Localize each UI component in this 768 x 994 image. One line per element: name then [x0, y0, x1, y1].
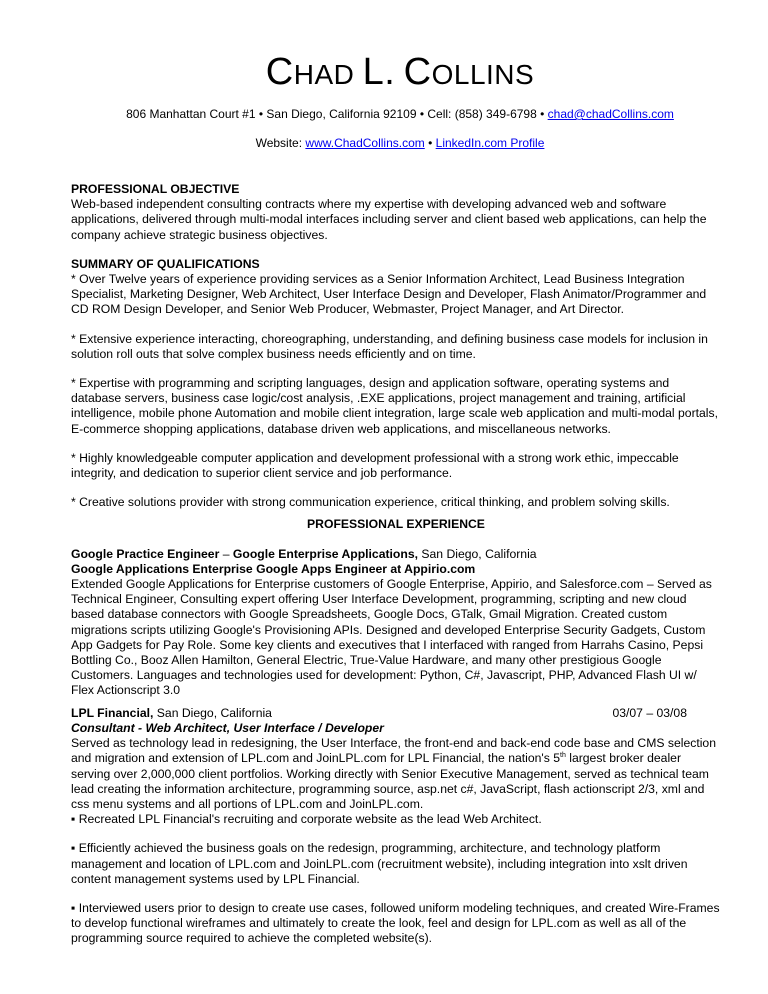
- name-middle: L.: [362, 51, 396, 93]
- summary-title: SUMMARY OF QUALIFICATIONS: [71, 256, 260, 271]
- job1-location: San Diego, California: [418, 546, 537, 561]
- summary-item: * Extensive experience interacting, choreographing, understanding, and defining business case models for inclusion in solution roll outs that solve complex business needs efficiently and on time.: [71, 331, 708, 361]
- job2-role: Consultant - Web Architect, User Interface / Developer: [71, 720, 384, 735]
- job2-bullet: ▪ Interviewed users prior to design to create use cases, followed uniform modeling techniques, and created Wire-Frames to develop functional wireframes and ultimately to create the look, feel and design for LPL.com as well as all of the programming source required to achieve the completed website(s).: [71, 900, 720, 946]
- summary-item: * Over Twelve years of experience providing services as a Senior Information Architect, Lead Business Integration Specialist, Marketing Designer, Web Architect, User Interface Design and Developer, Flash Animator/Programmer and CD ROM Design Developer, and Senior Web Producer, Webmaster, Project Manager, and Art Director.: [71, 272, 707, 317]
- name-last-rest: OLLINS: [431, 59, 535, 90]
- job2-location: San Diego, California: [153, 705, 272, 720]
- email-link[interactable]: chad@chadCollins.com: [547, 107, 674, 121]
- name-first-initial: C: [265, 51, 294, 93]
- separator: •: [424, 136, 436, 150]
- resume-body: [71, 182, 721, 947]
- job2-text-sup: th: [560, 752, 566, 760]
- job2-text: [71, 736, 721, 812]
- job2-company: LPL Financial,: [71, 705, 154, 720]
- job2-header: [71, 706, 721, 721]
- job2-dates: 03/07 – 03/08: [612, 705, 687, 720]
- objective-text: Web-based independent consulting contracts where my expertise with developing advanced web and software applications, delivered through multi-modal interfaces including server and client based web applications, can help the company achieve strategic business objectives.: [71, 197, 707, 242]
- job2-text-a: Served as technology lead in redesigning, the User Interface, the front-end and back-end code base and CMS selection and migration and extension of LPL.com and JoinLPL.com for LPL Financial, the nation's 5: [71, 736, 716, 766]
- job1-role: Google Practice Engineer: [71, 546, 220, 561]
- experience-title: PROFESSIONAL EXPERIENCE: [307, 517, 485, 532]
- name-last-initial: C: [403, 51, 432, 93]
- job1-header: [71, 547, 721, 562]
- contact-line: [70, 107, 730, 122]
- website-line: [70, 136, 730, 151]
- job1-company: Google Enterprise Applications,: [232, 546, 418, 561]
- objective-title: PROFESSIONAL OBJECTIVE: [71, 182, 240, 196]
- summary-item: * Highly knowledgeable computer application and development professional with a strong work ethic, impeccable integrity, and dedication to superior client service and job performance.: [71, 450, 679, 481]
- job1-subtitle: Google Applications Enterprise Google Apps Engineer at Appirio.com: [71, 561, 476, 576]
- job1-dash: –: [219, 546, 233, 561]
- contact-text: 806 Manhattan Court #1 • San Diego, California 92109 • Cell: (858) 349-6798 •: [126, 107, 548, 121]
- job1-text: Extended Google Applications for Enterprise customers of Google Enterprise, Appirio, and Salesforce.com – Served as Technical Engineer, Consulting expert offering User Interface Development, programming, scripting and new cloud based database connectors with Google Spreadsheets, Google Docs, GTalk, Gmail Migration. Created custom migrations scripts utilizing Google's Provisioning APIs. Designed and developed Enterprise Security Gadgets, Custom App Gadgets for Pay Role. Some key clients and executives that I interfaced with ranged from Harrahs Casino, Pepsi Bottling Co., Booz Allen Hamilton, General Electric, True-Value Hardware, and many other prestigious Google Customers. Languages and technologies used for development: Python, C#, Javascript, PHP, Advanced Flash UI w/ Flex Actionscript 3.0: [71, 577, 712, 698]
- website-label: Website:: [255, 136, 306, 150]
- name-first-rest: HAD: [293, 59, 355, 90]
- summary-item: * Expertise with programming and scripting languages, design and application software, operating systems and database servers, business case logic/cost analysis, .EXE applications, project management and training, artificial intelligence, mobile phone Automation and mobile client integration, large scale web application and multi-modal portals, E-commerce shopping applications, database driven web applications, and miscellaneous networks.: [71, 376, 718, 436]
- summary-item: * Creative solutions provider with strong communication experience, critical thinking, and problem solving skills.: [71, 495, 670, 510]
- website-link[interactable]: www.ChadCollins.com: [305, 136, 425, 150]
- job2-text-b: largest broker dealer serving over 2,000,000 client portfolios. Working directly with Senior Executive Management, served as technical team lead creating the information architecture, programming source, asp.net c#, JavaScript, flash actionscript 2/3, xml and css menu systems and all portions of LPL.com and JoinLPL.com.: [71, 751, 709, 811]
- linkedin-link[interactable]: LinkedIn.com Profile: [435, 136, 545, 150]
- candidate-name: [0, 52, 768, 95]
- job2-bullet: ▪ Recreated LPL Financial's recruiting and corporate website as the lead Web Architect.: [71, 812, 542, 827]
- job2-bullet: ▪ Efficiently achieved the business goals on the redesign, programming, architecture, and technology platform management and location of LPL.com and JoinLPL.com (recruitment website), including integration into xslt driven content management systems used by LPL Financial.: [71, 841, 688, 886]
